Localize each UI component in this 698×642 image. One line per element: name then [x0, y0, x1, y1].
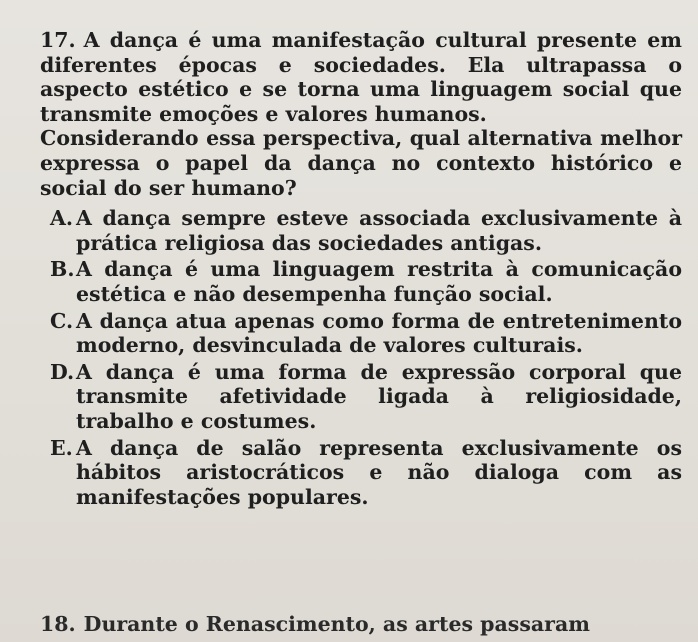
question-17 — [40, 28, 682, 511]
option-text: A dança é uma linguagem restrita à comunicação estética e não desempenha função social. — [76, 257, 682, 306]
option-letter: C. — [50, 308, 74, 333]
option-c[interactable] — [50, 309, 682, 358]
question-stem-text: A dança é uma manifestação cultural presente em diferentes épocas e sociedades. Ela ultrapassa o aspecto estético e se torna uma linguagem social que transmite emoções e valores humanos. — [40, 28, 682, 126]
next-question-number: 18. — [40, 612, 76, 636]
option-text: A dança sempre esteve associada exclusivamente à prática religiosa das sociedades antigas. — [76, 206, 682, 255]
question-prompt: Considerando essa perspectiva, qual alternativa melhor expressa o papel da dança no contexto histórico e social do ser humano? — [40, 126, 682, 200]
question-number: 17. — [40, 28, 76, 52]
option-text: A dança atua apenas como forma de entretenimento moderno, desvinculada de valores culturais. — [76, 308, 682, 358]
option-letter: B. — [50, 257, 75, 282]
option-text: A dança é uma forma de expressão corporal que transmite afetividade ligada à religiosidade, trabalho e costumes. — [76, 359, 682, 433]
option-d[interactable] — [50, 360, 682, 434]
question-stem — [40, 28, 682, 126]
option-e[interactable] — [50, 436, 682, 510]
next-question-text: Durante o Renascimento, as artes passaram — [83, 612, 590, 636]
option-text: A dança de salão representa exclusivamente os hábitos aristocráticos e não dialoga com as manifestações populares. — [76, 435, 682, 509]
option-letter: A. — [50, 206, 74, 231]
option-a[interactable] — [50, 206, 682, 255]
question-18-partial — [40, 612, 682, 636]
option-b[interactable] — [50, 257, 682, 306]
option-letter: D. — [50, 359, 75, 384]
answer-options — [40, 206, 682, 509]
option-letter: E. — [50, 435, 73, 460]
